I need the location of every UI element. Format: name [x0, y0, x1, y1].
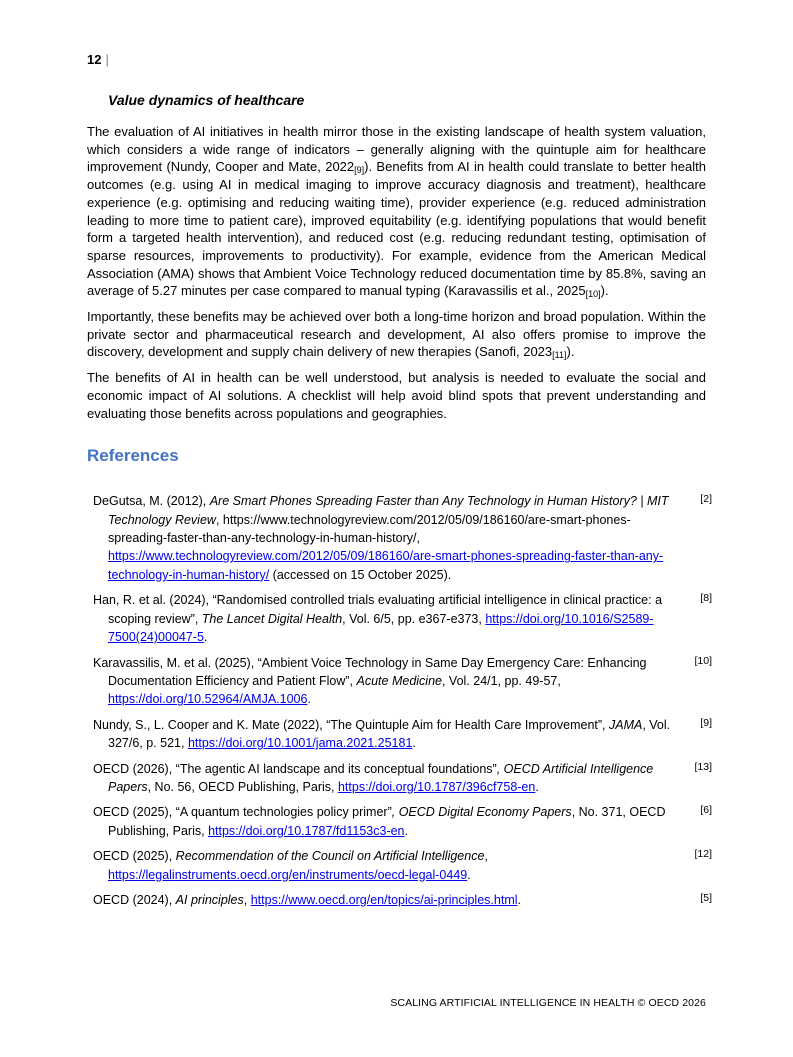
text-run: OECD (2025), “A quantum technologies policy primer”: [93, 805, 392, 820]
references-heading: References: [87, 446, 179, 466]
reference-link[interactable]: https://doi.org/10.1787/396cf758-en: [337, 779, 536, 794]
text-run: OECD (2024),: [93, 892, 176, 907]
reference-text: [93, 847, 675, 884]
reference-text: [93, 760, 675, 797]
text-run: Importantly, these benefits may be achieved over both a long-time horizon and broad population. Within the private sector and pharmaceutical research and development, AI also offers promise to improve the discovery, development and supply chain delivery of new therapies (Sanofi, 2023: [87, 309, 706, 360]
references-list: [87, 492, 712, 909]
text-run: AI principles: [175, 892, 244, 907]
reference-text: [93, 716, 675, 753]
reference-entry: [93, 803, 712, 840]
text-run: The Lancet Digital Health: [201, 611, 343, 626]
text-run: ,: [484, 849, 488, 864]
text-run: , OECD Digital Economy Papers: [391, 805, 572, 820]
reference-link[interactable]: https://doi.org/10.1787/fd1153c3-en: [208, 823, 405, 838]
text-run: .: [307, 692, 311, 707]
reference-number: [10]: [694, 654, 712, 667]
reference-number: [9]: [700, 716, 712, 729]
reference-number: [13]: [694, 760, 712, 773]
reference-text: [93, 492, 675, 584]
text-run: Nundy, S., L. Cooper and K. Mate (2022), “The Quintuple Aim for Health Care Improvement”,: [93, 717, 609, 732]
reference-link[interactable]: https://doi.org/10.1001/jama.2021.25181: [187, 736, 413, 751]
reference-link[interactable]: https://doi.org/10.1016/S2589-7500(24)00047-5: [108, 611, 654, 645]
reference-text: [93, 591, 675, 646]
page-content: [87, 52, 712, 916]
reference-text: [93, 803, 675, 840]
text-run: Acute Medicine: [356, 673, 442, 688]
text-run: Han, R. et al. (2024), “Randomised controlled trials evaluating artificial intelligence in clinical practice: a scoping review”,: [93, 593, 663, 626]
reference-entry: [93, 760, 712, 797]
text-run: .: [467, 867, 471, 882]
text-run: .: [203, 630, 208, 645]
page-header: [87, 52, 706, 67]
reference-link[interactable]: https://www.oecd.org/en/topics/ai-principles.html: [250, 892, 518, 907]
text-run: , Vol. 327/6, p. 521,: [108, 717, 671, 751]
reference-number: [5]: [700, 891, 712, 904]
body-paragraph: [87, 123, 706, 300]
text-run: .: [517, 892, 521, 907]
reference-text: [93, 654, 675, 709]
text-run: , OECD Artificial Intelligence Papers: [108, 761, 654, 794]
text-run: ).: [566, 344, 575, 360]
text-run: , No. 371, OECD Publishing, Paris,: [108, 805, 666, 838]
citation-marker: [9]: [354, 165, 365, 176]
text-run: OECD (2025),: [93, 849, 176, 864]
citation-marker: [10]: [585, 289, 601, 300]
footer-running-title: SCALING ARTIFICIAL INTELLIGENCE IN HEALTH © OECD 2026: [390, 997, 706, 1009]
reference-number: [12]: [694, 848, 712, 861]
text-run: .: [412, 736, 416, 751]
text-run: Karavassilis, M. et al. (2025), “Ambient Voice Technology in Same Day Emergency Care: Enhancing Documentation Efficiency and Patient Flow”,: [93, 655, 647, 688]
reference-entry: [93, 716, 712, 753]
text-run: , No. 56, OECD Publishing, Paris,: [147, 779, 338, 794]
reference-number: [6]: [700, 804, 712, 817]
reference-text: [93, 891, 675, 909]
text-run: ,: [243, 892, 251, 907]
reference-entry: [93, 492, 712, 584]
reference-link[interactable]: https://legalinstruments.oecd.org/en/instruments/oecd-legal-0449: [108, 867, 468, 882]
text-run: Are Smart Phones Spreading Faster than Any Technology in Human History? | MIT Technology Review: [108, 494, 669, 527]
text-run: DeGutsa, M. (2012),: [93, 494, 210, 509]
text-run: .: [535, 779, 539, 794]
page-number-separator: |: [105, 52, 109, 67]
reference-link[interactable]: https://www.technologyreview.com/2012/05/09/186160/are-smart-phones-spreading-faster-than-any-technology-in-human-history/: [108, 549, 664, 582]
citation-marker: [11]: [552, 350, 567, 361]
text-run: , Vol. 6/5, pp. e367-e373,: [342, 611, 486, 626]
text-run: , Vol. 24/1, pp. 49-57,: [441, 673, 561, 688]
reference-entry: [93, 591, 712, 646]
reference-link[interactable]: https://doi.org/10.52964/AMJA.1006: [108, 692, 308, 707]
body-text: [87, 123, 706, 422]
text-run: (accessed on 15 October 2025).: [269, 567, 452, 582]
section-heading: Value dynamics of healthcare: [108, 92, 305, 108]
reference-entry: [93, 891, 712, 909]
text-run: Recommendation of the Council on Artificial Intelligence: [175, 849, 485, 864]
text-run: The benefits of AI in health can be well understood, but analysis is needed to evaluate the social and economic impact of AI solutions. A checklist will help avoid blind spots that prevent understanding and evaluating those benefits across populations and geographies.: [87, 370, 706, 421]
page-number: 12: [87, 52, 102, 67]
body-paragraph: [87, 369, 706, 422]
text-run: OECD (2026), “The agentic AI landscape and its conceptual foundations”: [93, 761, 497, 776]
body-paragraph: [87, 308, 706, 361]
reference-number: [2]: [700, 493, 712, 506]
text-run: ).: [600, 283, 609, 299]
reference-number: [8]: [700, 592, 712, 605]
text-run: , https://www.technologyreview.com/2012/05/09/186160/are-smart-phones-spreading-faster-than-any-technology-in-human-history/,: [108, 512, 631, 546]
reference-entry: [93, 847, 712, 884]
reference-entry: [93, 654, 712, 709]
text-run: ). Benefits from AI in health could translate to better health outcomes (e.g. using AI in medical imaging to improve accuracy diagnosis and treatment), healthcare experience (e.g. optimising and reducing waiting time), provider experience (e.g. reduced administration leading to more time to patient care), improved equitability (e.g. identifying populations that would benefit form a targeted health intervention), and reduced cost (e.g. reducing redundant testing, optimisation of sparse resources, improvements to productivity). For example, evidence from the American Medical Association (AMA) shows that Ambient Voice Technology reduced documentation time by 85.8%, saving an average of 5.27 minutes per case compared to manual typing (Karavassilis et al., 2025: [87, 159, 706, 299]
text-run: The evaluation of AI initiatives in health mirror those in the existing landscape of health system valuation, which considers a wide range of indicators – generally aligning with the quintuple aim for healthcare improvement (Nundy, Cooper and Mate, 2022: [87, 124, 706, 175]
text-run: .: [404, 823, 408, 838]
text-run: JAMA: [608, 717, 643, 732]
